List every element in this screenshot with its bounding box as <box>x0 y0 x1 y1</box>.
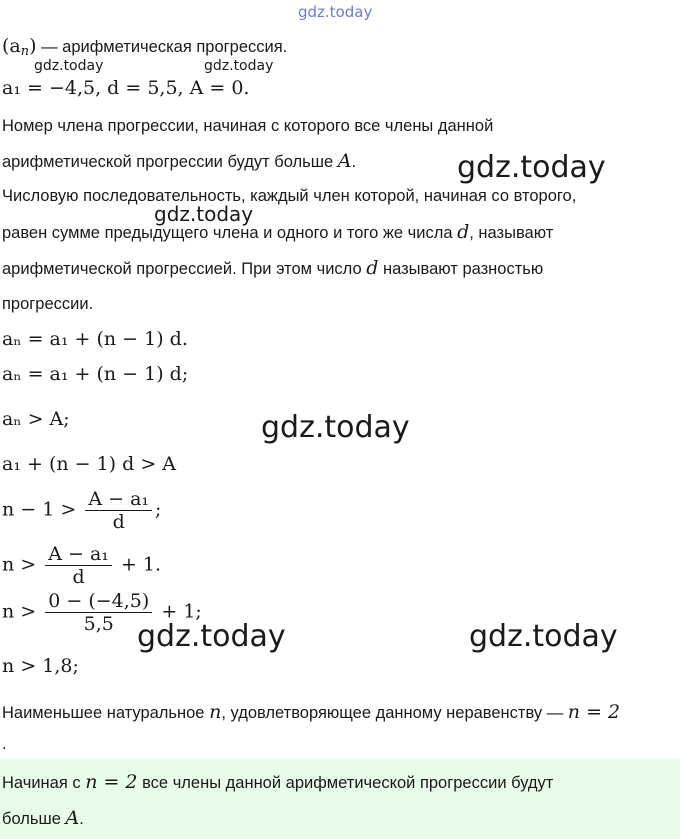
watermark-big: gdz.today <box>137 619 286 654</box>
conclusion-dot: . <box>2 735 7 753</box>
watermark-top: gdz.today <box>298 3 373 21</box>
definition-line-4: прогрессии. <box>2 295 94 313</box>
definition-line-1: Числовую последовательность, каждый член которой, начиная со второго, <box>2 187 577 205</box>
inequality-substituted: n > $\frac{0 - (-4,5)}{5,5}$ + 1; <box>2 590 202 635</box>
answer-line-2: больше A. <box>2 807 84 829</box>
watermark-medium: gdz.today <box>154 202 254 226</box>
conclusion-line: Наименьшее натуральное n, удовлетворяющее данному неравенству — n = 2 <box>2 701 621 723</box>
sequence-definition: $(a_n)$ — арифметическая прогрессия. <box>2 35 288 60</box>
inequality-fraction-1: n − 1 > $\frac{\text{A − a₁}}{d}$ ; <box>2 488 162 533</box>
watermark-big: gdz.today <box>457 150 606 185</box>
given-values: a₁ = −4,5, d = 5,5, A = 0. <box>2 77 250 99</box>
formula-general-term-2: aₙ = a₁ + (n − 1) d; <box>2 363 189 385</box>
task-line-1: Номер члена прогрессии, начиная с которого все члены данной <box>2 117 494 135</box>
inequality-fraction-2: n > $\frac{\text{A − a₁}}{d}$ + 1. <box>2 543 162 588</box>
watermark-small: gdz.today <box>204 58 274 74</box>
watermark-big: gdz.today <box>261 410 410 445</box>
task-line-2: арифметической прогрессии будут больше A. <box>2 150 357 172</box>
inequality-an-greater-a: aₙ > A; <box>2 408 70 430</box>
definition-line-3: арифметической прогрессией. При этом число d называют разностью <box>2 257 544 279</box>
definition-line-2: равен сумме предыдущего члена и одного и того же числа d, называют <box>2 221 554 243</box>
watermark-small: gdz.today <box>34 58 104 74</box>
inequality-result: n > 1,8; <box>2 655 79 677</box>
watermark-big: gdz.today <box>469 619 618 654</box>
formula-general-term: aₙ = a₁ + (n − 1) d. <box>2 328 188 350</box>
answer-line-1: Начиная с n = 2 все члены данной арифметической прогрессии будут <box>2 771 554 793</box>
inequality-expanded: a₁ + (n − 1) d > A <box>2 453 177 475</box>
